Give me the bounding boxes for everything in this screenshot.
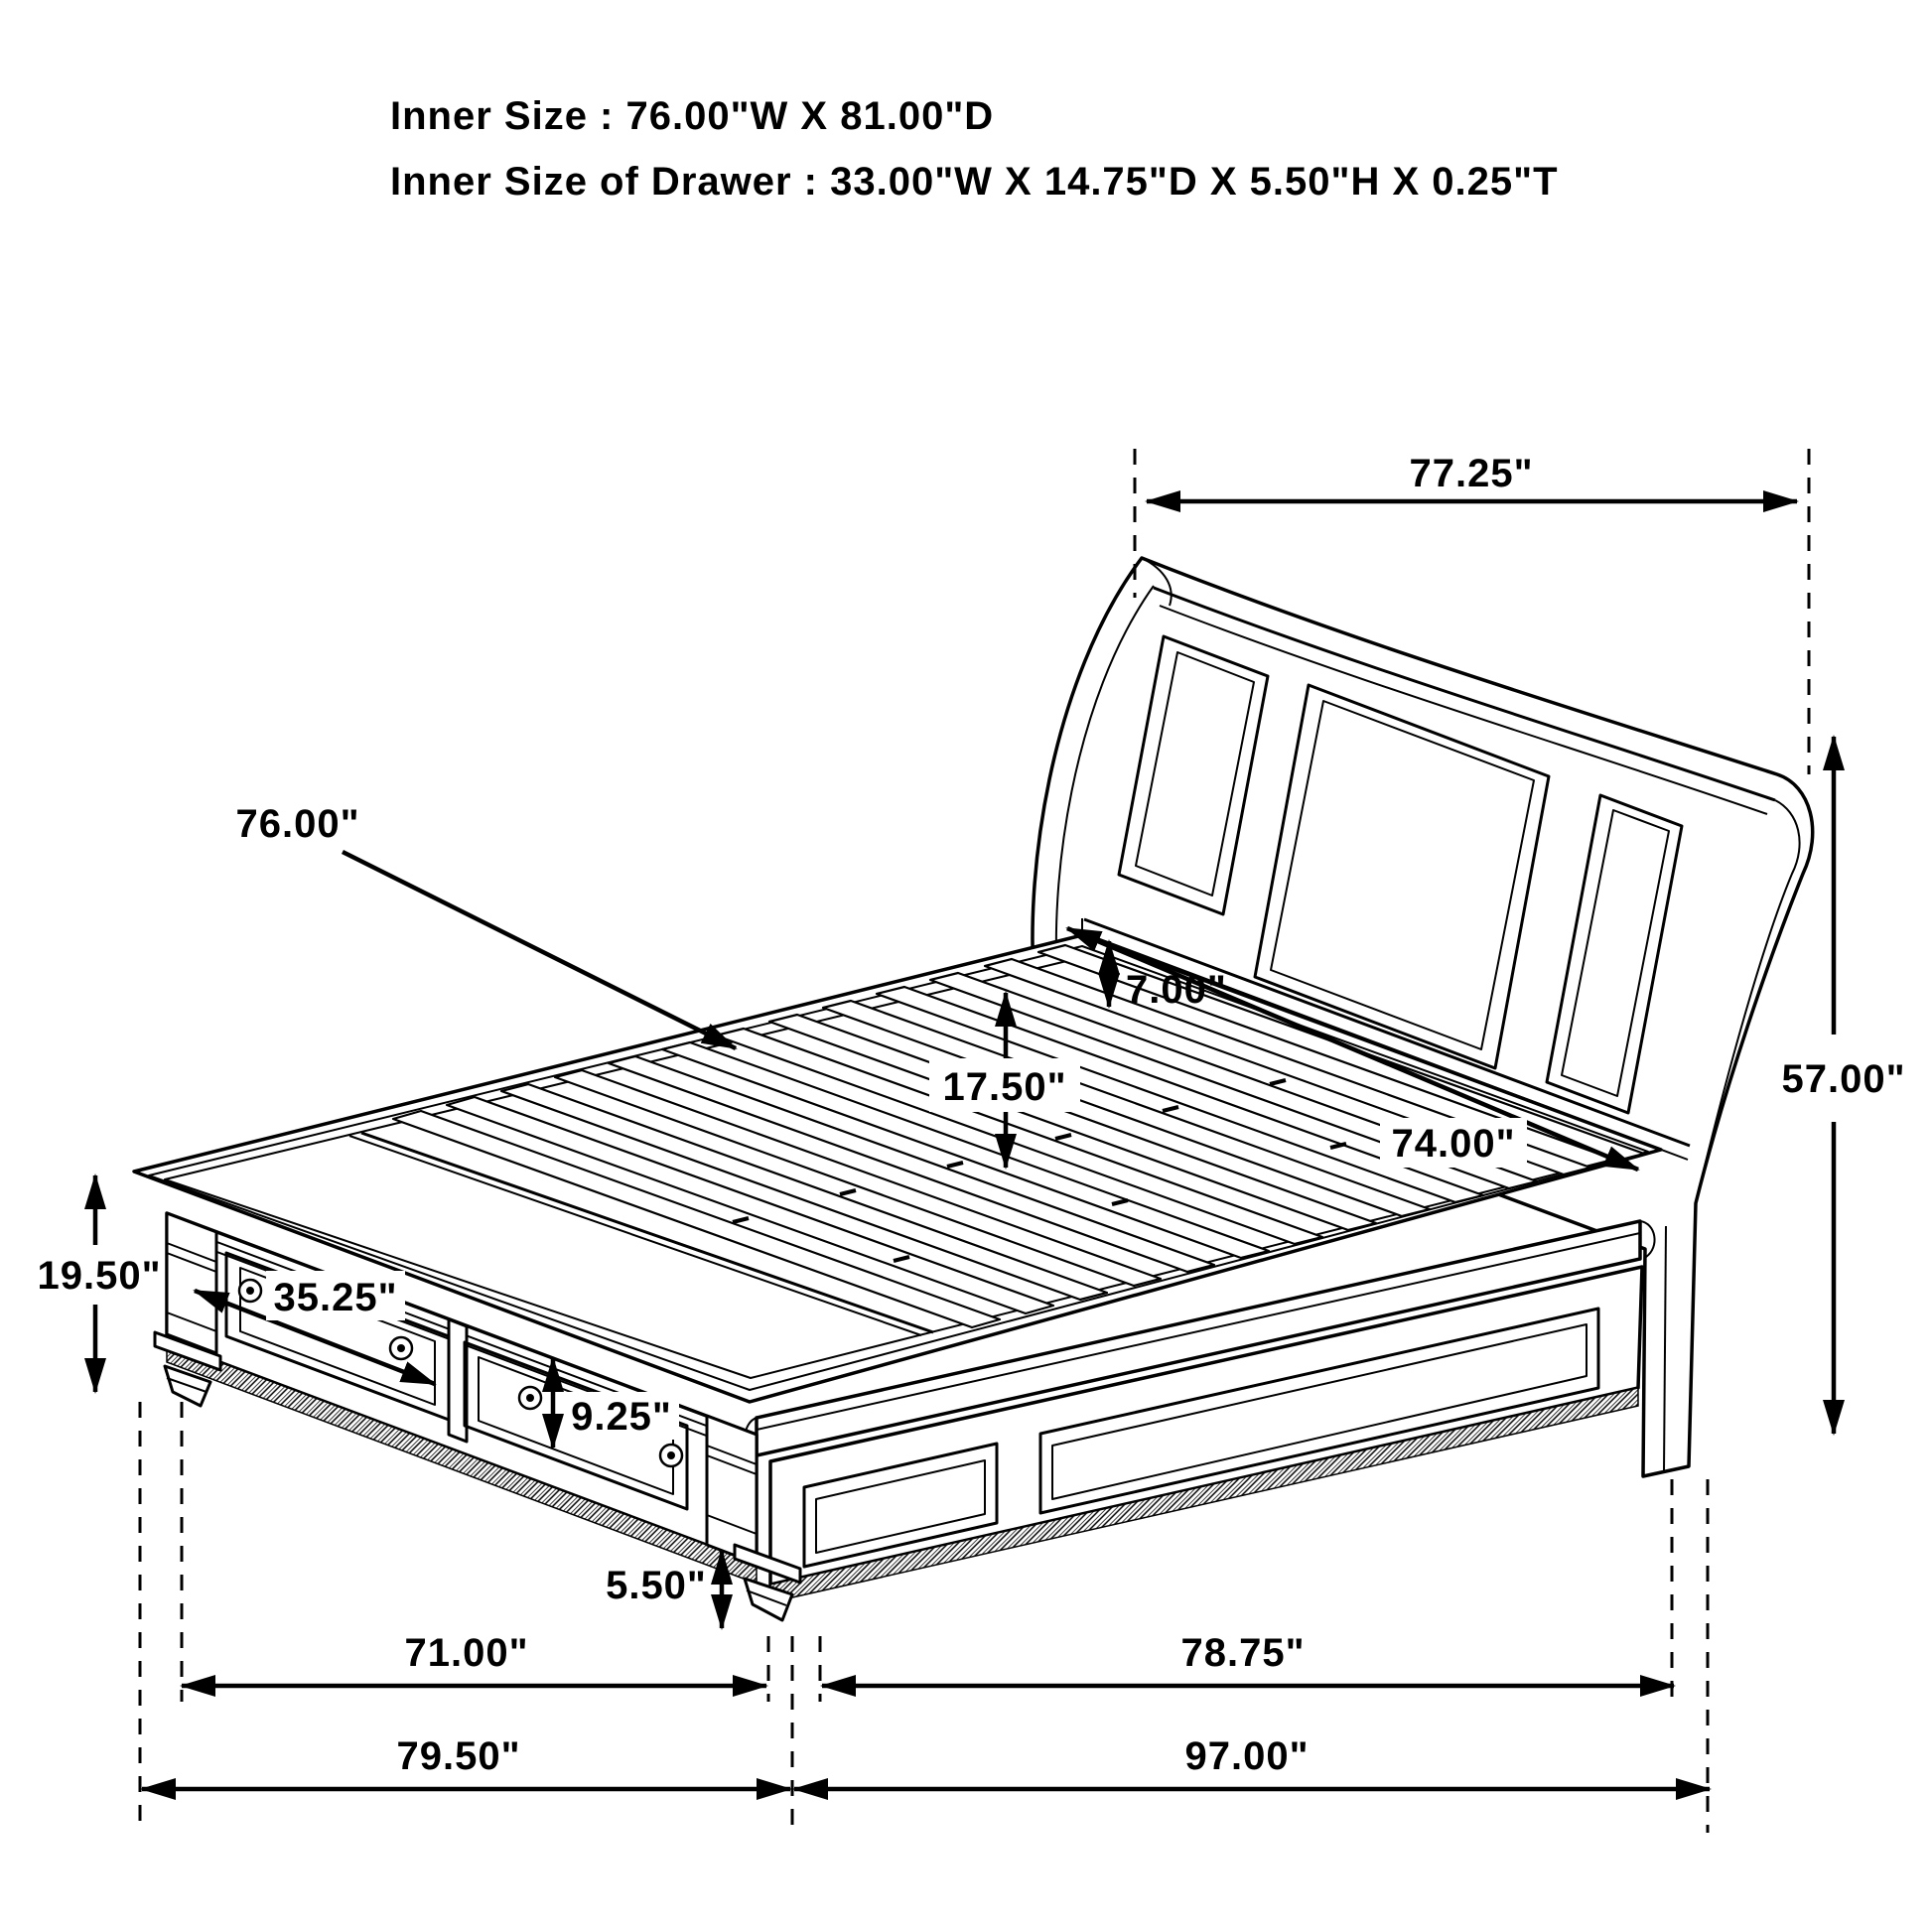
dim-slat-length <box>235 802 736 1048</box>
dim-footboard-height <box>37 1175 161 1392</box>
drawer-knob-dot <box>397 1344 405 1352</box>
footboard-right-post <box>707 1416 757 1564</box>
dim-headboard-width <box>1147 452 1797 501</box>
dim-overall-length <box>794 1734 1710 1789</box>
title-line-1: Inner Size : 76.00"W X 81.00"D <box>390 94 995 138</box>
dim-label-rail-gap: 7.00" <box>1126 968 1227 1012</box>
dim-front-inner-width <box>182 1631 766 1686</box>
footboard-left-post <box>167 1213 216 1353</box>
title-line-2: Inner Size of Drawer : 33.00"W X 14.75"D X 5.50"H X 0.25"T <box>390 160 1559 204</box>
dim-front-outer-width <box>142 1734 790 1789</box>
dim-label-headboard-inner-width: 74.00" <box>1391 1122 1516 1166</box>
dim-label-platform-height: 17.50" <box>942 1065 1067 1109</box>
dim-label-front-inner-width: 71.00" <box>404 1631 529 1675</box>
dim-label-foot-height: 5.50" <box>606 1564 707 1607</box>
dim-label-front-outer-width: 79.50" <box>396 1734 521 1778</box>
dim-side-inner-length <box>822 1631 1674 1686</box>
dim-label-side-inner-length: 78.75" <box>1180 1631 1306 1675</box>
dim-label-slat-length: 76.00" <box>235 802 360 846</box>
dim-leader <box>343 852 736 1048</box>
dim-label-drawer-front-height: 9.25" <box>571 1395 672 1439</box>
dim-label-footboard-height: 19.50" <box>37 1254 162 1298</box>
dim-label-overall-length: 97.00" <box>1184 1734 1310 1778</box>
drawer-knob-dot <box>526 1394 534 1402</box>
drawer-knob-dot <box>667 1451 675 1459</box>
dim-label-headboard-height: 57.00" <box>1781 1057 1906 1101</box>
dim-label-drawer-front-width: 35.25" <box>273 1276 398 1319</box>
title-block <box>390 94 1559 204</box>
drawer-knob-dot <box>246 1287 254 1295</box>
dim-label-headboard-width: 77.25" <box>1409 452 1534 495</box>
